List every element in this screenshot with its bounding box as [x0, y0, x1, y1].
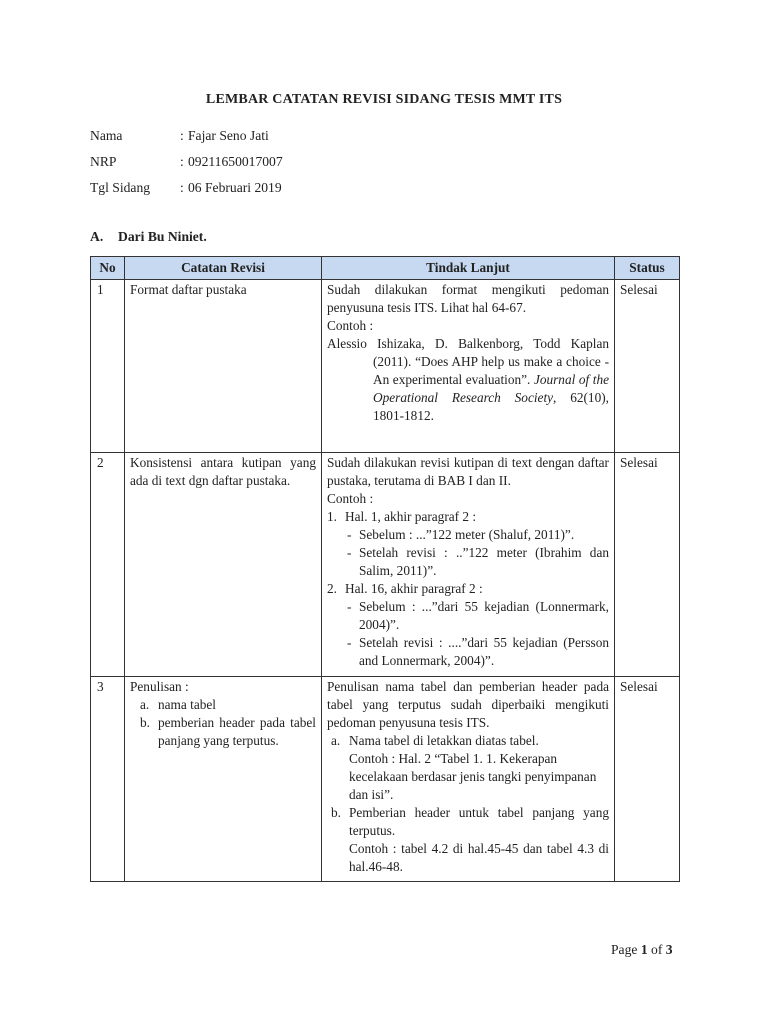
- meta-nrp: NRP : 09211650017007: [90, 154, 283, 169]
- sub-list-item: [327, 634, 609, 670]
- list-text: Hal. 16, akhir paragraf 2 :: [345, 581, 483, 596]
- tindak-intro: Penulisan nama tabel dan pemberian header pada tabel yang terputus sudah diperbaiki mengikuti pedoman penyusuna tesis ITS.: [327, 679, 609, 730]
- list-text: Pemberian header untuk tabel panjang yang terputus.: [349, 805, 609, 838]
- reference-volume: , 62(10), 1801-1812.: [373, 390, 609, 423]
- table-header-row: [91, 257, 680, 280]
- table-row: [91, 677, 680, 882]
- status-cell: Selesai: [615, 677, 680, 882]
- contoh-label: Contoh :: [327, 491, 374, 506]
- status-cell: Selesai: [615, 453, 680, 677]
- header-catatan-revisi: Catatan Revisi: [125, 257, 322, 280]
- row-number: 3: [91, 677, 125, 882]
- dash-marker: -: [347, 599, 352, 614]
- list-marker: a.: [140, 697, 150, 712]
- document-title: LEMBAR CATATAN REVISI SIDANG TESIS MMT ITS: [205, 92, 563, 107]
- meta-value: Fajar Seno Jati: [188, 128, 269, 143]
- revision-table: [90, 256, 680, 882]
- list-text: Setelah revisi : ....”dari 55 kejadian (Persson and Lonnermark, 2004)”.: [359, 635, 609, 668]
- list-text: Nama tabel di letakkan diatas tabel.: [349, 733, 539, 748]
- status-cell: Selesai: [615, 280, 680, 453]
- list-text: Sebelum : ...”122 meter (Shaluf, 2011)”.: [359, 527, 575, 542]
- meta-tgl-sidang: Tgl Sidang : 06 Februari 2019: [90, 180, 282, 195]
- list-text: Sebelum : ...”dari 55 kejadian (Lonnermark, 2004)”.: [359, 599, 609, 632]
- page-of: of: [651, 942, 663, 957]
- tindak-cell: [322, 280, 615, 453]
- current-page: 1: [640, 942, 648, 957]
- list-item: [130, 696, 316, 714]
- table-row: [91, 280, 680, 453]
- meta-label: Nama: [90, 128, 123, 143]
- sub-list-item: [327, 598, 609, 634]
- catatan-cell: Konsistensi antara kutipan yang ada di text dgn daftar pustaka.: [125, 453, 322, 677]
- catatan-intro: Penulisan :: [130, 679, 189, 694]
- header-status: Status: [615, 257, 680, 280]
- list-item: [327, 732, 609, 804]
- list-item: [130, 714, 316, 750]
- tindak-cell: [322, 677, 615, 882]
- list-body: [349, 804, 609, 876]
- dash-marker: -: [347, 635, 352, 650]
- meta-nama: Nama : Fajar Seno Jati: [90, 128, 269, 143]
- contoh-text: Contoh : tabel 4.2 di hal.45-45 dan tabel 4.3 di hal.46-48.: [349, 841, 609, 874]
- tindak-intro: Sudah dilakukan format mengikuti pedoman penyusuna tesis ITS. Lihat hal 64-67.: [327, 282, 609, 315]
- contoh-label: Contoh :: [327, 318, 374, 333]
- list-text: Hal. 1, akhir paragraf 2 :: [345, 509, 477, 524]
- dash-marker: -: [347, 527, 352, 542]
- list-body: [349, 732, 609, 804]
- catatan-cell: [125, 677, 322, 882]
- tindak-intro: Sudah dilakukan revisi kutipan di text dengan daftar pustaka, terutama di BAB I dan II.: [327, 455, 609, 488]
- header-tindak-lanjut: Tindak Lanjut: [322, 257, 615, 280]
- tindak-cell: [322, 453, 615, 677]
- page-footer: [611, 942, 673, 958]
- contoh-text: Contoh : Hal. 2 “Tabel 1. 1. Kekerapan kecelakaan berdasar jenis tangki penyimpanan dan isi”.: [349, 751, 597, 802]
- list-marker: b.: [140, 715, 150, 730]
- row-number: 1: [91, 280, 125, 453]
- journal-name: Journal of the Operational Research Society: [373, 372, 609, 405]
- reference-text: Alessio Ishizaka, D. Balkenborg, Todd Kaplan (2011). “Does AHP help us make a choice - An experimental evaluation”.: [327, 336, 609, 387]
- meta-value: 06 Februari 2019: [188, 180, 282, 195]
- list-item: [327, 580, 609, 598]
- list-marker: 2.: [327, 581, 337, 596]
- header-no: No: [91, 257, 125, 280]
- list-text: pemberian header pada tabel panjang yang terputus.: [158, 715, 316, 748]
- total-pages: 3: [665, 942, 673, 957]
- sub-list-item: [327, 526, 609, 544]
- list-marker: b.: [331, 805, 341, 820]
- section-letter: A.: [90, 229, 104, 244]
- list-marker: 1.: [327, 509, 337, 524]
- dash-marker: -: [347, 545, 352, 560]
- sub-list-item: [327, 544, 609, 580]
- meta-label: NRP: [90, 154, 117, 169]
- row-number: 2: [91, 453, 125, 677]
- page-prefix: Page: [611, 942, 638, 957]
- list-text: Setelah revisi : ..”122 meter (Ibrahim dan Salim, 2011)”.: [359, 545, 609, 578]
- section-title: Dari Bu Niniet.: [118, 229, 207, 244]
- list-item: [327, 508, 609, 526]
- meta-value: 09211650017007: [188, 154, 283, 169]
- reference-entry: [327, 335, 609, 425]
- meta-label: Tgl Sidang: [90, 180, 151, 195]
- table-row: [91, 453, 680, 677]
- list-marker: a.: [331, 733, 341, 748]
- section-heading: [90, 229, 207, 245]
- catatan-cell: Format daftar pustaka: [125, 280, 322, 453]
- list-text: nama tabel: [158, 697, 216, 712]
- list-item: [327, 804, 609, 876]
